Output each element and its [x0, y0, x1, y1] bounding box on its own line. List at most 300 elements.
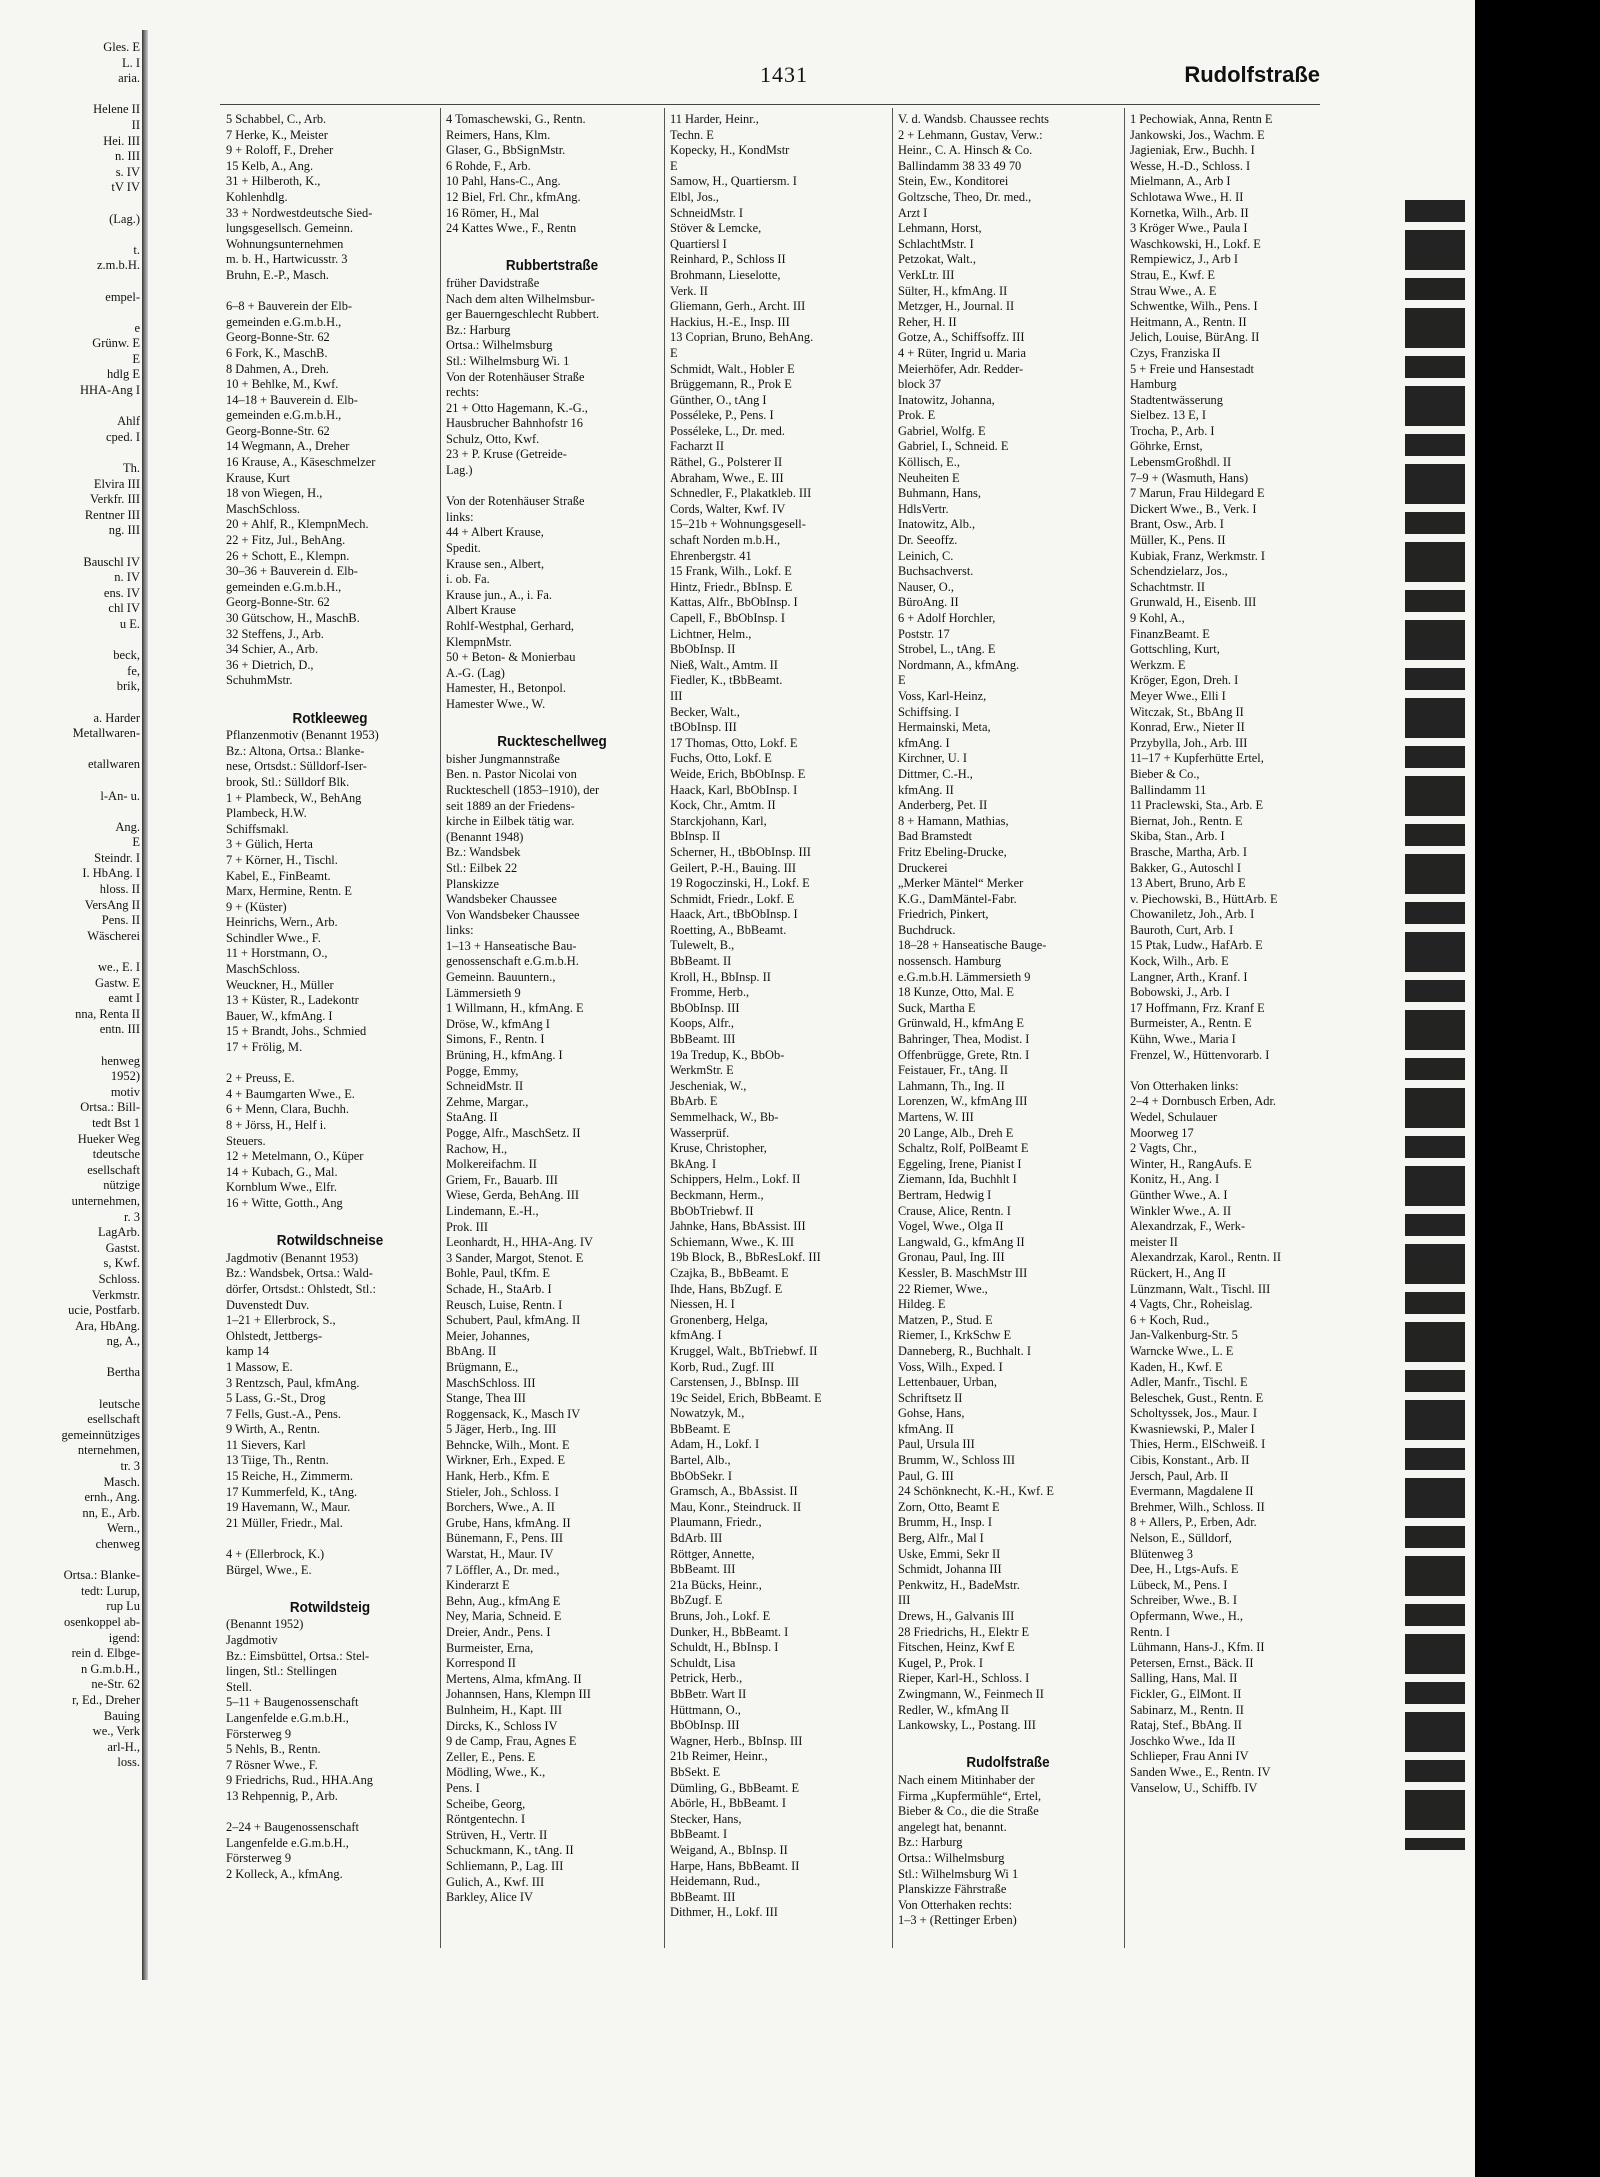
directory-entry: Nowatzyk, M.,: [670, 1406, 745, 1421]
directory-entry: Gabriel, Wolfg. E: [898, 423, 986, 438]
directory-entry: schaft Norden m.b.H.,: [670, 533, 781, 548]
previous-page-line: [0, 1350, 140, 1366]
directory-entry: 24 Schönknecht, K.-H., Kwf. E: [898, 1484, 1054, 1499]
previous-page-line: motiv: [110, 1084, 140, 1099]
previous-page-line: I. HbAng. I: [82, 866, 140, 881]
previous-page-line: arl-H.,: [107, 1739, 140, 1754]
directory-entry: Röttger, Annette,: [670, 1546, 755, 1561]
previous-page-line: entn. III: [99, 1022, 140, 1037]
directory-entry: BbObInsp. III: [670, 1718, 740, 1733]
directory-entry: Schiemann, Wwe., K. III: [670, 1234, 794, 1249]
directory-entry: Rachow, H.,: [446, 1141, 508, 1156]
previous-page-line: II: [131, 117, 140, 132]
directory-entry: Meierhöfer, Adr. Redder-: [898, 361, 1024, 376]
directory-entry: Schmidt, Johanna III: [898, 1562, 1002, 1577]
directory-entry: Opfermann, Wwe., H.,: [1130, 1609, 1243, 1623]
previous-page-line: [0, 274, 140, 290]
directory-entry: BbObTriebwf. II: [670, 1203, 754, 1218]
directory-entry: Barkley, Alice IV: [446, 1890, 533, 1905]
directory-entry: Strau, E., Kwf. E: [1130, 267, 1215, 282]
previous-page-line: VersAng II: [84, 897, 140, 912]
directory-entry: Lühmann, Hans-J., Kfm. II: [1130, 1640, 1265, 1655]
previous-page-line: igend:: [108, 1630, 140, 1645]
directory-entry: kfmAng. I: [898, 735, 950, 750]
directory-entry: Schiffsing. I: [898, 704, 960, 719]
directory-entry: Salling, Hans, Mal. II: [1130, 1671, 1238, 1686]
directory-entry: FinanzBeamt. E: [1130, 626, 1210, 641]
directory-entry: Buchsachverst.: [898, 564, 974, 579]
previous-page-line: Ortsa.: Blanke-: [63, 1568, 140, 1583]
directory-entry: 3 Sander, Margot, Stenot. E: [446, 1250, 584, 1265]
directory-entry: 7 Löffler, A., Dr. med.,: [446, 1562, 560, 1577]
previous-page-line: [0, 87, 140, 103]
directory-entry: links:: [446, 923, 474, 938]
directory-entry: Inatowitz, Alb.,: [898, 517, 976, 532]
directory-entry: Rataj, Stef., BbAng. II: [1130, 1718, 1242, 1733]
directory-entry: Leonhardt, H., HHA-Ang. IV: [446, 1235, 593, 1250]
directory-entry: Schaltz, Rolf, PolBeamt E: [898, 1141, 1029, 1156]
directory-entry: Langner, Arth., Kranf. I: [1130, 969, 1248, 984]
directory-entry: Grube, Hans, kfmAng. II: [446, 1515, 571, 1530]
directory-entry: Hermainski, Meta,: [898, 720, 991, 735]
directory-entry: 4 + Baumgarten Wwe., E.: [226, 1086, 355, 1101]
directory-entry: Firma „Kupfermühle“, Ertel,: [898, 1788, 1042, 1803]
directory-entry: Mielmann, A., Arb I: [1130, 174, 1231, 189]
directory-entry: 17 Kummerfeld, K., tAng.: [226, 1484, 358, 1499]
directory-entry: Mödling, Wwe., K.,: [446, 1765, 546, 1780]
directory-entry: 13 Abert, Bruno, Arb E: [1130, 876, 1246, 891]
directory-entry: [226, 689, 434, 705]
directory-entry: Adam, H., Lokf. I: [670, 1437, 760, 1452]
directory-entry: 15–21b + Wohnungsgesell-: [670, 517, 806, 532]
directory-entry: Ziemann, Ida, Buchhlt I: [898, 1172, 1017, 1187]
directory-entry: dörfer, Ortsdst.: Ohlstedt, Stl.:: [226, 1281, 376, 1296]
directory-entry: 4 + (Ellerbrock, K.): [226, 1547, 325, 1562]
directory-entry: SchneidMstr. I: [670, 205, 743, 220]
directory-entry: Chowaniletz, Joh., Arb. I: [1130, 907, 1255, 922]
directory-entry: Bünemann, F., Pens. III: [446, 1531, 564, 1546]
previous-page-line: Ang.: [115, 819, 140, 834]
directory-entry: Rohlf-Westphal, Gerhard,: [446, 619, 575, 633]
directory-entry: Nauser, O.,: [898, 579, 954, 594]
directory-entry: 7 + Körner, H., Tischl.: [226, 852, 338, 867]
directory-entry: block 37: [898, 377, 942, 392]
previous-page-line: empel-: [105, 289, 140, 304]
column-2: [446, 112, 658, 1952]
directory-entry: Hank, Herb., Kfm. E: [446, 1469, 550, 1484]
directory-entry: 2 + Preuss, E.: [226, 1071, 295, 1086]
directory-entry: Stell.: [226, 1679, 252, 1694]
directory-entry: lungsgesellsch. Gemeinn.: [226, 221, 353, 236]
directory-entry: Ihde, Hans, BbZugf. E: [670, 1281, 783, 1296]
directory-entry: Ben. n. Pastor Nicolai von: [446, 767, 577, 782]
directory-entry: BbAng. II: [446, 1344, 497, 1359]
directory-entry: Goltzsche, Theo, Dr. med.,: [898, 189, 1032, 204]
directory-entry: Schippers, Helm., Lokf. II: [670, 1172, 801, 1187]
directory-entry: 4 Vagts, Chr., Roheislag.: [1130, 1297, 1253, 1312]
directory-entry: Friedrich, Pinkert,: [898, 907, 989, 922]
previous-page-line: unternehmen,: [71, 1193, 140, 1208]
directory-entry: Semmelhack, W., Bb-: [670, 1110, 779, 1124]
directory-entry: Metzger, H., Journal. II: [898, 299, 1015, 314]
previous-page-line: beck,: [113, 648, 140, 663]
directory-entry: Wesse, H.-D., Schloss. I: [1130, 158, 1251, 173]
directory-entry: Dithmer, H., Lokf. III: [670, 1905, 778, 1920]
directory-entry: Gabriel, I., Schneid. E: [898, 439, 1009, 454]
directory-entry: BbBeamt. E: [670, 1421, 731, 1436]
directory-entry: Günther Wwe., A. I: [1130, 1187, 1228, 1202]
directory-entry: Räthel, G., Polsterer II: [670, 455, 783, 470]
directory-entry: Krause jun., A., i. Fa.: [446, 587, 552, 602]
previous-page-line: loss.: [117, 1755, 140, 1770]
previous-page-line: nützige: [103, 1178, 140, 1193]
directory-entry: MaschSchloss.: [226, 501, 300, 516]
directory-entry: Brüning, H., kfmAng. I: [446, 1048, 563, 1063]
previous-page-line: nternehmen,: [77, 1443, 140, 1458]
directory-entry: SchneidMstr. II: [446, 1079, 524, 1094]
directory-entry: Lünzmann, Walt., Tischl. III: [1130, 1281, 1271, 1296]
previous-page-line: s, Kwf.: [103, 1256, 140, 1271]
directory-entry: 5–11 + Baugenossenschaft: [226, 1695, 359, 1710]
directory-entry: Georg-Bonne-Str. 62: [226, 595, 330, 610]
directory-entry: 9 de Camp, Frau, Agnes E: [446, 1734, 577, 1749]
directory-entry: 30–36 + Bauverein d. Elb-: [226, 564, 358, 579]
directory-entry: Kröger, Egon, Dreh. I: [1130, 673, 1239, 688]
directory-entry: Stl.: Wilhelmsburg Wi. 1: [446, 353, 570, 368]
directory-entry: [898, 1734, 1118, 1750]
directory-entry: Steuers.: [226, 1133, 266, 1148]
directory-entry: 21 + Otto Hagemann, K.-G.,: [446, 400, 588, 415]
previous-page-line: esellschaft: [87, 1412, 140, 1427]
directory-entry: 6 Rohde, F., Arb.: [446, 158, 531, 173]
directory-entry: 5 + Freie und Hansestadt: [1130, 361, 1254, 376]
directory-entry: Georg-Bonne-Str. 62: [226, 423, 330, 438]
directory-entry: Pogge, Emmy,: [446, 1063, 519, 1078]
directory-entry: Leinich, C.: [898, 548, 954, 563]
directory-entry: Plambeck, H.W.: [226, 806, 307, 821]
directory-entry: Tulewelt, B.,: [670, 938, 735, 953]
directory-entry: Rieper, Karl-H., Schloss. I: [898, 1671, 1030, 1686]
directory-entry: Kruse, Christopher,: [670, 1141, 767, 1156]
directory-entry: Kessler, B. MaschMstr III: [898, 1265, 1028, 1280]
directory-entry: Göhrke, Ernst,: [1130, 439, 1203, 454]
previous-page-line: [0, 633, 140, 649]
previous-page-line: [0, 742, 140, 758]
directory-entry: 8 + Hamann, Mathias,: [898, 813, 1009, 828]
directory-entry: Kubiak, Franz, Werkmstr. I: [1130, 548, 1266, 563]
directory-entry: Brumm, W., Schloss III: [898, 1453, 1016, 1468]
directory-entry: Behncke, Wilh., Mont. E: [446, 1437, 570, 1452]
directory-entry: 14 Wegmann, A., Dreher: [226, 439, 350, 454]
directory-entry: Bz.: Harburg: [898, 1835, 963, 1850]
directory-entry: Lichtner, Helm.,: [670, 626, 752, 641]
directory-entry: 18 von Wiegen, H.,: [226, 486, 323, 501]
directory-entry: meister II: [1130, 1234, 1178, 1249]
previous-page-line: [0, 1038, 140, 1054]
directory-entry: K.G., DamMäntel-Fabr.: [898, 891, 1017, 906]
directory-entry: Schreiber, Wwe., B. I: [1130, 1593, 1237, 1608]
directory-entry: Heinr., C. A. Hinsch & Co.: [898, 143, 1033, 158]
directory-entry: Stange, Thea III: [446, 1391, 526, 1406]
directory-entry: 15 Kelb, A., Ang.: [226, 158, 314, 173]
directory-entry: Jan-Valkenburg-Str. 5: [1130, 1328, 1238, 1343]
directory-entry: 14–18 + Bauverein d. Elb-: [226, 392, 358, 407]
directory-entry: [226, 1578, 434, 1594]
directory-entry: früher Davidstraße: [446, 275, 540, 290]
directory-entry: Fitschen, Heinz, Kwf E: [898, 1640, 1015, 1655]
directory-entry: Alexandrzak, F., Werk-: [1130, 1219, 1246, 1234]
directory-entry: Cords, Walter, Kwf. IV: [670, 501, 786, 516]
directory-entry: Weigand, A., BbInsp. II: [670, 1842, 788, 1857]
directory-entry: Schnedler, F., Plakatkleb. III: [670, 486, 812, 501]
directory-entry: Spedit.: [446, 541, 481, 556]
directory-entry: 16 + Witte, Gotth., Ang: [226, 1195, 343, 1210]
directory-entry: 2–24 + Baugenossenschaft: [226, 1820, 359, 1835]
directory-entry: Lindemann, E.-H.,: [446, 1203, 539, 1218]
page-header: [220, 62, 1320, 92]
directory-entry: Behn, Aug., kfmAng E: [446, 1593, 561, 1608]
directory-entry: Voss, Wilh., Exped. I: [898, 1359, 1003, 1374]
directory-entry: 21a Bücks, Heinr.,: [670, 1577, 762, 1592]
directory-entry: Von der Rotenhäuser Straße: [446, 369, 585, 384]
directory-entry: Alexandrzak, Karol., Rentn. II: [1130, 1250, 1282, 1265]
directory-entry: v. Piechowski, B., HüttArb. E: [1130, 891, 1278, 906]
directory-entry: E: [670, 345, 678, 360]
previous-page-line: e: [134, 320, 140, 335]
directory-entry: Mertens, Alma, kfmAng. II: [446, 1671, 582, 1686]
directory-entry: Glaser, G., BbSignMstr.: [446, 143, 566, 158]
directory-entry: Schendzielarz, Jos.,: [1130, 564, 1228, 579]
previous-page-line: nn, E., Arb.: [82, 1505, 140, 1520]
directory-entry: 15 Frank, Wilh., Lokf. E: [670, 564, 792, 579]
directory-entry: BbArb. E: [670, 1094, 718, 1109]
directory-entry: gemeinden e.G.m.b.H.,: [226, 408, 342, 423]
directory-entry: Niessen, H. I: [670, 1297, 735, 1312]
directory-entry: 13 Coprian, Bruno, BehAng.: [670, 330, 814, 345]
directory-entry: 6 + Koch, Rud.,: [1130, 1312, 1210, 1327]
directory-entry: Samow, H., Quartiersm. I: [670, 174, 797, 189]
directory-entry: Hamester, H., Betonpol.: [446, 681, 566, 696]
previous-page-line: Ortsa.: Bill-: [80, 1100, 140, 1115]
directory-entry: 33 + Nordwestdeutsche Sied-: [226, 205, 373, 220]
previous-page-line: [0, 196, 140, 212]
directory-entry: Försterweg 9: [226, 1726, 292, 1741]
previous-page-line: a. Harder: [93, 710, 140, 725]
directory-entry: 5 Schabbel, C., Arb.: [226, 112, 327, 126]
directory-entry: 2 + Lehmann, Gustav, Verw.:: [898, 127, 1043, 142]
directory-entry: Bad Bramstedt: [898, 829, 972, 844]
previous-page-line: [0, 695, 140, 711]
directory-entry: Bertram, Hedwig I: [898, 1187, 992, 1202]
directory-entry: Bulnheim, H., Kapt. III: [446, 1702, 562, 1717]
directory-entry: HdlsVertr.: [898, 501, 949, 516]
directory-entry: Strau Wwe., A. E: [1130, 283, 1217, 298]
previous-page-line: osenkoppel ab-: [63, 1614, 140, 1629]
directory-entry: 19c Seidel, Erich, BbBeamt. E: [670, 1390, 822, 1405]
directory-entry: Korrespond II: [446, 1656, 516, 1671]
directory-entry: 15 + Brandt, Johs., Schmied: [226, 1024, 367, 1039]
directory-entry: Redler, W., kfmAng II: [898, 1702, 1009, 1717]
directory-entry: Carstensen, J., BbInsp. III: [670, 1375, 800, 1390]
previous-page-line: s. IV: [115, 164, 140, 179]
directory-entry: 5 Nehls, B., Rentn.: [226, 1742, 321, 1757]
previous-page-line: cped. I: [105, 429, 140, 444]
directory-entry: 32 Steffens, J., Arb.: [226, 626, 324, 641]
directory-entry: 3 Kröger Wwe., Paula I: [1130, 221, 1248, 236]
directory-entry: Lübeck, M., Pens. I: [1130, 1577, 1228, 1592]
previous-page-line: Bertha: [106, 1365, 140, 1380]
previous-page-line: we., Verk: [92, 1724, 140, 1739]
previous-page-line: rup Lu: [106, 1599, 140, 1614]
directory-entry: Jelich, Louise, BürAng. II: [1130, 330, 1260, 345]
directory-entry: Arzt I: [898, 205, 928, 220]
directory-entry: Gronau, Paul, Ing. III: [898, 1250, 1005, 1265]
directory-entry: Bauroth, Curt, Arb. I: [1130, 922, 1234, 937]
directory-entry: 4 Tomaschewski, G., Rentn.: [446, 112, 586, 126]
scan-border: [1475, 0, 1600, 2177]
directory-entry: Plaumann, Friedr.,: [670, 1515, 762, 1530]
directory-entry: Drews, H., Galvanis III: [898, 1609, 1015, 1623]
directory-entry: 13 Rehpennig, P., Arb.: [226, 1788, 338, 1803]
directory-entry: Sanden Wwe., E., Rentn. IV: [1130, 1764, 1271, 1779]
previous-page-line: eamt I: [108, 991, 140, 1006]
directory-entry: 20 + Ahlf, R., KlempnMech.: [226, 517, 369, 532]
directory-entry: Duvenstedt Duv.: [226, 1297, 310, 1312]
directory-entry: Reusch, Luise, Rentn. I: [446, 1297, 563, 1312]
directory-entry: m. b. H., Hartwicusstr. 3: [226, 252, 348, 267]
directory-entry: Nach einem Mitinhaber der: [898, 1772, 1035, 1787]
directory-entry: Kwasniewski, P., Maler I: [1130, 1421, 1255, 1436]
directory-entry: LebensmGroßhdl. II: [1130, 455, 1232, 470]
previous-page-line: t.: [133, 242, 140, 257]
previous-page-line: [0, 773, 140, 789]
directory-entry: 11 Praclewski, Sta., Arb. E: [1130, 798, 1264, 813]
directory-entry: Anderberg, Pet. II: [898, 798, 988, 813]
directory-entry: Stöver & Lemcke,: [670, 221, 762, 236]
directory-entry: Prok. E: [898, 408, 936, 423]
directory-entry: Kopecky, H., KondMstr: [670, 143, 790, 158]
directory-entry: Langenfelde e.G.m.b.H.,: [226, 1710, 349, 1725]
directory-entry: III: [898, 1593, 911, 1608]
previous-page-line: Schloss.: [98, 1271, 140, 1286]
directory-entry: 1–21 + Ellerbrock, S.,: [226, 1313, 336, 1328]
directory-entry: Winkler Wwe., A. II: [1130, 1203, 1232, 1218]
directory-entry: Hamester Wwe., W.: [446, 696, 546, 711]
directory-entry: Dreier, Andr., Pens. I: [446, 1625, 551, 1639]
directory-entry: Jagieniak, Erw., Buchh. I: [1130, 143, 1255, 158]
previous-page-line: [0, 305, 140, 321]
directory-entry: Pens. I: [446, 1780, 480, 1795]
directory-entry: (Benannt 1948): [446, 829, 524, 844]
directory-entry: Strobel, L., tAng. E: [898, 642, 996, 657]
directory-entry: Bruhn, E.-P., Masch.: [226, 267, 329, 282]
directory-entry: Wagner, Herb., BbInsp. III: [670, 1733, 803, 1748]
previous-page-line: etallwaren: [87, 757, 140, 772]
directory-entry: Dr. Seeoffz.: [898, 533, 958, 548]
previous-page-line: esellschaft: [87, 1162, 140, 1177]
previous-page-line: Grünw. E: [92, 336, 140, 351]
directory-entry: Berg, Alfr., Mal I: [898, 1531, 984, 1546]
directory-entry: Inatowitz, Johanna,: [898, 392, 995, 407]
directory-entry: Krause sen., Albert,: [446, 556, 545, 571]
directory-entry: 19b Block, B., BbResLokf. III: [670, 1250, 821, 1265]
directory-entry: Kock, Wilh., Arb. E: [1130, 954, 1229, 969]
directory-entry: Dümling, G., BbBeamt. E: [670, 1780, 800, 1795]
directory-entry: Schlieper, Frau Anni IV: [1130, 1749, 1249, 1764]
previous-page-line: ens. IV: [103, 585, 140, 600]
directory-entry: Heitmann, A., Rentn. II: [1130, 314, 1247, 329]
directory-entry: Schwentke, Wilh., Pens. I: [1130, 299, 1258, 314]
previous-page-line: Helene II: [93, 102, 140, 117]
directory-entry: Bahringer, Thea, Modist. I: [898, 1032, 1030, 1047]
directory-entry: Nelson, E., Sülldorf,: [1130, 1531, 1232, 1546]
directory-entry: Elbl, Jos.,: [670, 189, 719, 204]
directory-entry: Kock, Chr., Amtm. II: [670, 798, 776, 813]
directory-entry: Neuheiten E: [898, 470, 960, 485]
previous-page-line: E: [132, 351, 140, 366]
directory-entry: ger Bauerngeschlecht Rubbert.: [446, 307, 600, 322]
directory-entry: 11 + Horstmann, O.,: [226, 946, 328, 961]
directory-entry: Röntgentechn. I: [446, 1812, 526, 1827]
directory-entry: Kirchner, U. I: [898, 751, 968, 766]
directory-entry: Schuldt, H., BbInsp. I: [670, 1640, 779, 1655]
directory-entry: KlempnMstr.: [446, 634, 512, 649]
directory-entry: Bieber & Co., die die Straße: [898, 1804, 1039, 1819]
directory-entry: BbSekt. E: [670, 1764, 721, 1779]
previous-page-line: Hueker Weg: [77, 1131, 140, 1146]
directory-entry: Ruckteschell (1853–1910), der: [446, 782, 600, 797]
directory-entry: Bauer, W., kfmAng. I: [226, 1008, 333, 1023]
directory-entry: 21 Müller, Friedr., Mal.: [226, 1515, 343, 1530]
directory-entry: SchuhmMstr.: [226, 673, 293, 688]
directory-entry: 9 Kohl, A.,: [1130, 611, 1185, 625]
directory-entry: 7 Herke, K., Meister: [226, 127, 328, 142]
directory-entry: Bohle, Paul, tKfm. E: [446, 1266, 550, 1281]
directory-entry: Dee, H., Ltgs-Aufs. E: [1130, 1562, 1239, 1577]
directory-entry: [446, 479, 658, 495]
directory-entry: kfmAng. I: [670, 1328, 722, 1343]
directory-entry: Reinhard, P., Schloss II: [670, 252, 786, 267]
directory-entry: rechts:: [446, 385, 480, 400]
directory-entry: 36 + Dietrich, D.,: [226, 657, 314, 672]
previous-page-line: Hei. III: [103, 133, 140, 148]
previous-page-line: Gles. E: [103, 40, 140, 54]
directory-entry: Bz.: Eimsbüttel, Ortsa.: Stel-: [226, 1648, 370, 1663]
directory-entry: Hildeg. E: [898, 1297, 946, 1312]
previous-page-line: chenweg: [95, 1537, 140, 1551]
directory-entry: Gottschling, Kurt,: [1130, 642, 1220, 657]
directory-entry: Lag.): [446, 463, 473, 478]
directory-entry: Stl.: Eilbek 22: [446, 860, 518, 875]
directory-entry: Schriftsetz II: [898, 1390, 963, 1405]
directory-entry: Kugel, P., Prok. I: [898, 1655, 984, 1670]
directory-entry: Hackius, H.-E., Insp. III: [670, 314, 790, 329]
directory-entry: Köllisch, E.,: [898, 455, 960, 470]
directory-entry: Gramsch, A., BbAssist. II: [670, 1484, 798, 1499]
directory-entry: Schachtmstr. II: [1130, 579, 1206, 594]
directory-entry: E: [670, 158, 678, 173]
directory-entry: [446, 713, 658, 729]
directory-entry: Matzen, P., Stud. E: [898, 1312, 993, 1327]
directory-entry: Burmeister, A., Rentn. E: [1130, 1016, 1252, 1031]
directory-entry: Ehrenbergstr. 41: [670, 548, 752, 563]
directory-entry: [226, 1531, 434, 1547]
directory-entry: Von Otterhaken rechts:: [898, 1897, 1013, 1912]
directory-entry: 1 + Plambeck, W., BehAng: [226, 790, 362, 805]
previous-page-line: Gastst.: [105, 1240, 140, 1255]
directory-entry: Buchdruck.: [898, 922, 956, 937]
directory-entry: 31 + Hilberoth, K.,: [226, 174, 321, 189]
